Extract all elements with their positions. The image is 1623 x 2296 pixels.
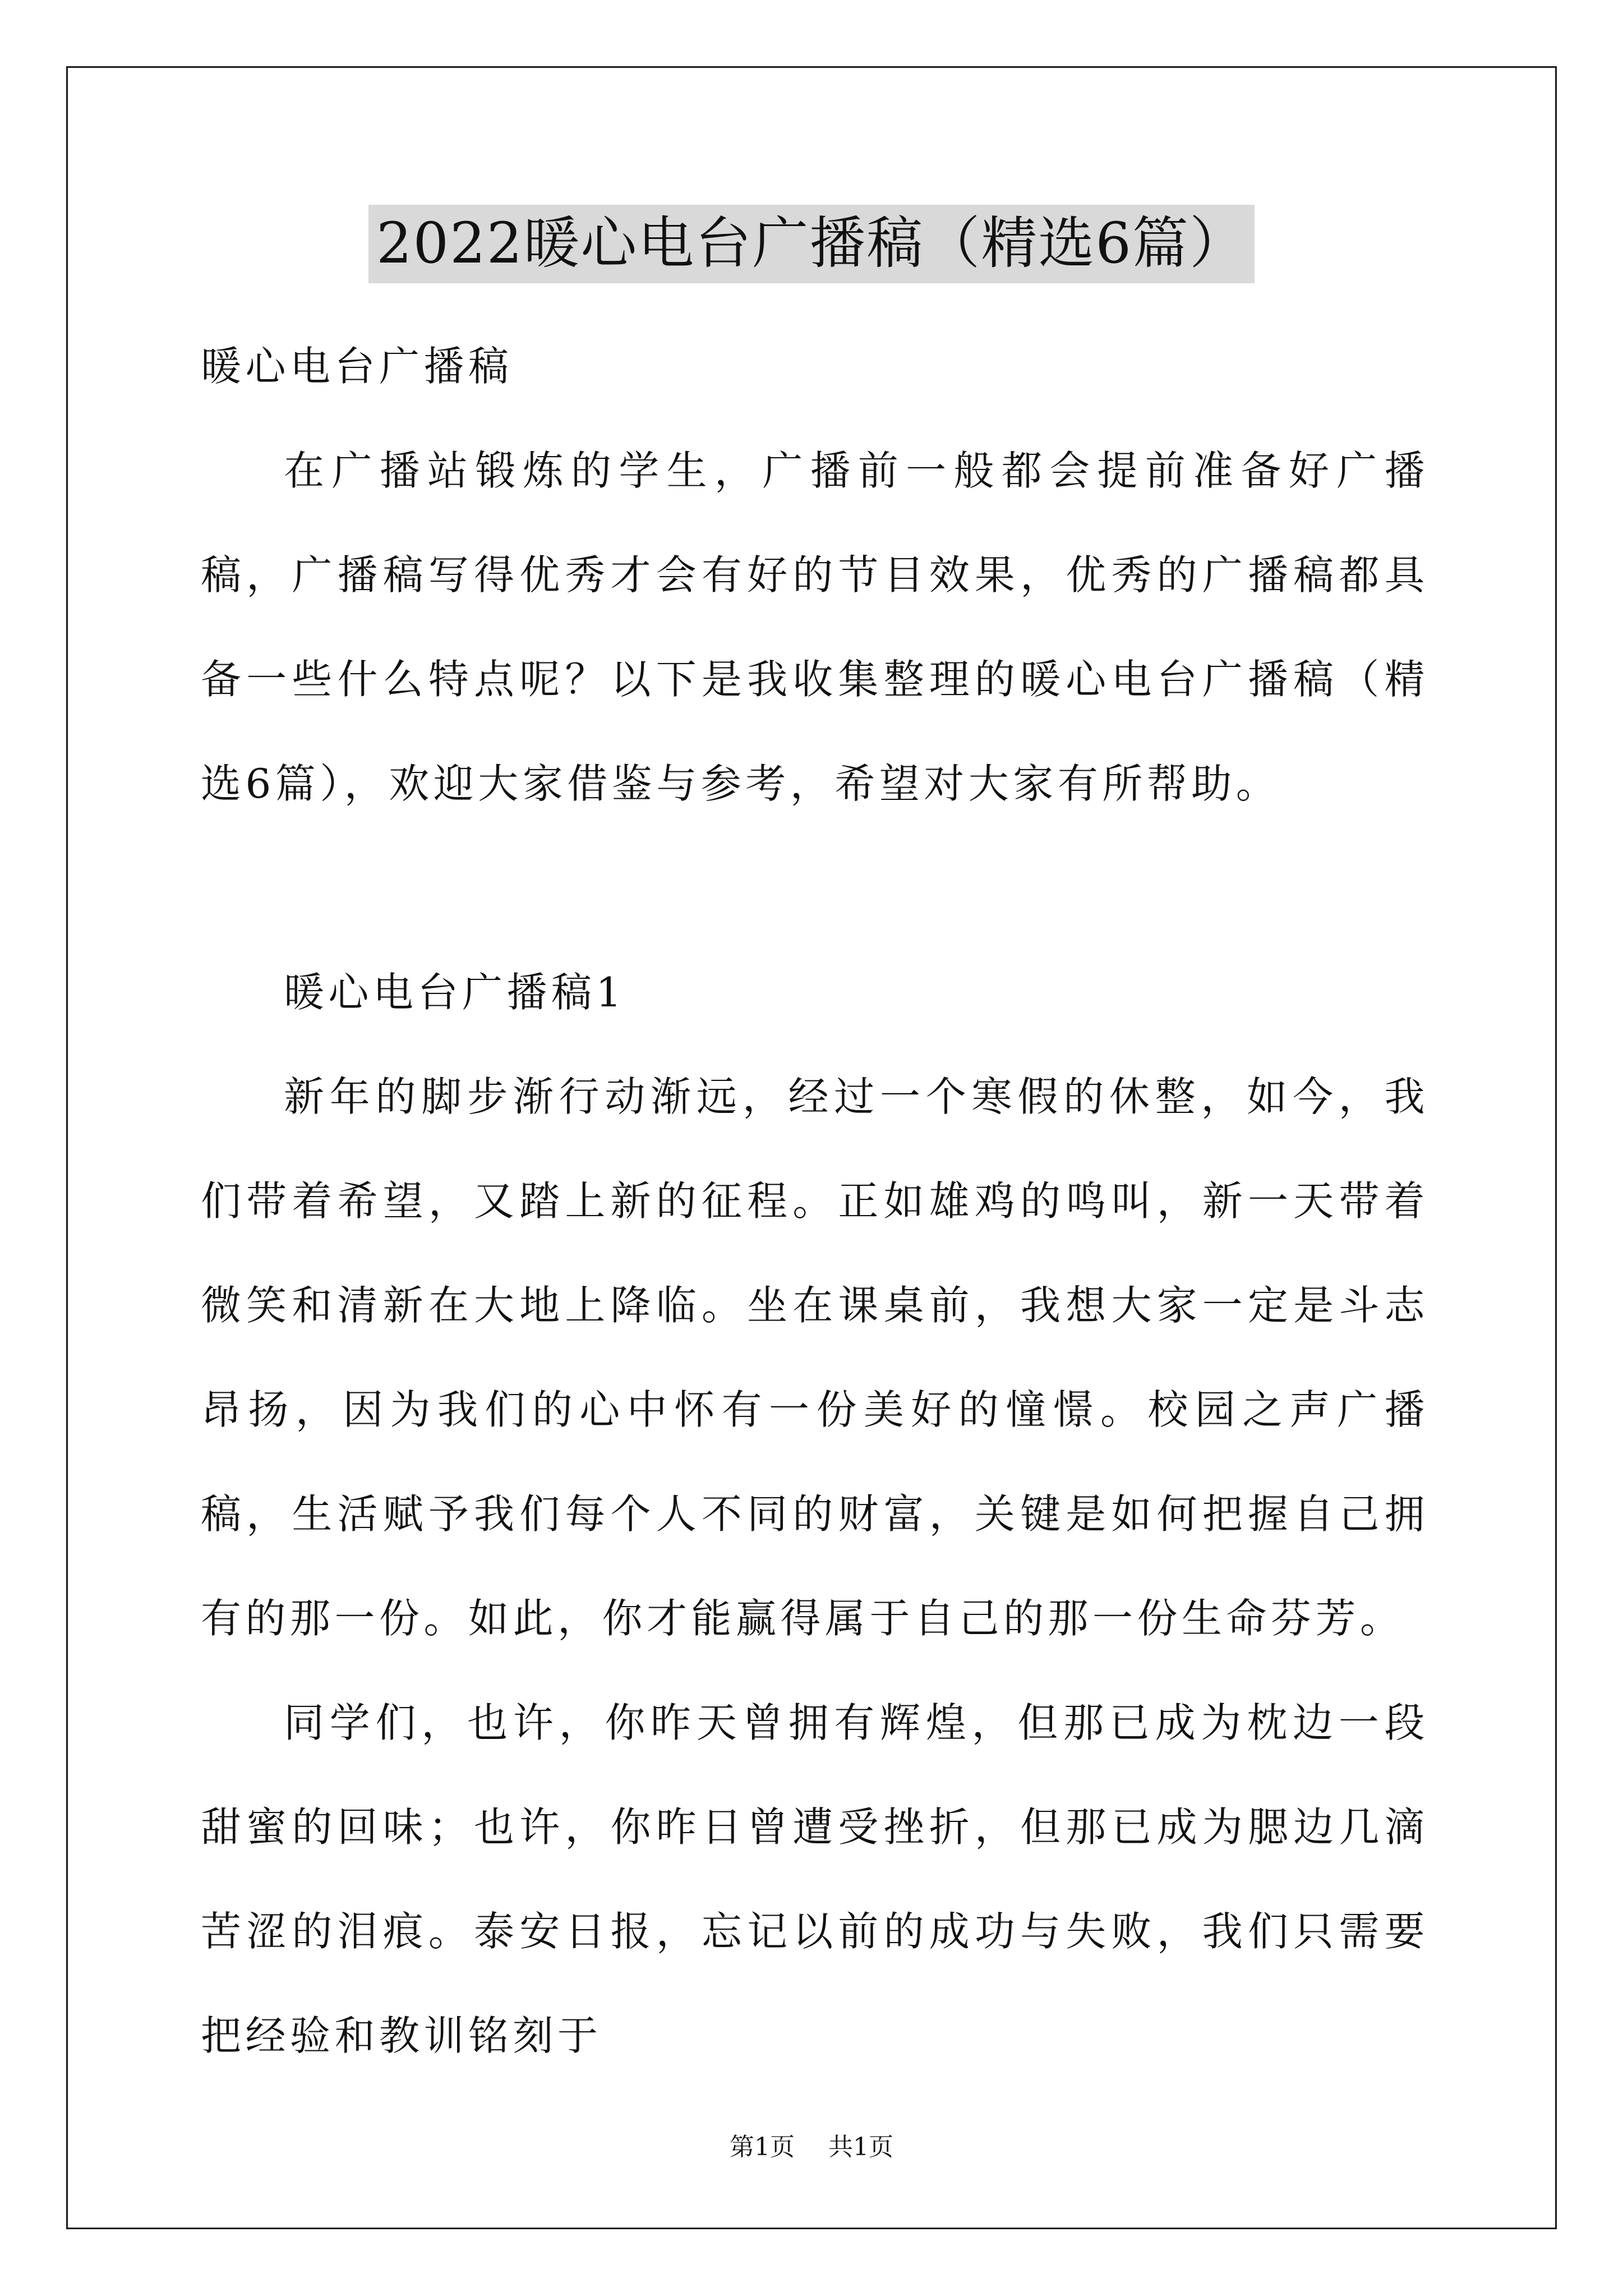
- document-title: 2022暖心电台广播稿（精选6篇）: [368, 205, 1255, 283]
- document-body: [201, 314, 1429, 2088]
- intro-paragraph: 在广播站锻炼的学生，广播前一般都会提前准备好广播稿，广播稿写得优秀才会有好的节目效果，优秀的广播稿都具备一些什么特点呢？以下是我收集整理的暖心电台广播稿（精选6篇），欢迎大家借鉴与参考，希望对大家有所帮助。: [201, 447, 1429, 807]
- body-paragraph: 同学们，也许，你昨天曾拥有辉煌，但那已成为枕边一段甜蜜的回味；也许，你昨日曾遭受挫折，但那已成为腮边几滴苦涩的泪痕。泰安日报，忘记以前的成功与失败，我们只需要把经验和教训铭刻于: [201, 1699, 1429, 2059]
- article-heading-1: 暖心电台广播稿1: [284, 969, 626, 1016]
- page-number: 第1页: [730, 2133, 795, 2161]
- paragraph-spacer: [201, 836, 1429, 940]
- page-footer: [0, 2131, 1623, 2164]
- body-paragraph: 新年的脚步渐行动渐远，经过一个寒假的休整，如今，我们带着希望，又踏上新的征程。正如雄鸡的鸣叫，新一天带着微笑和清新在大地上降临。坐在课桌前，我想大家一定是斗志昂扬，因为我们的心中怀有一份美好的憧憬。校园之声广播稿，生活赋予我们每个人不同的财富，关键是如何把握自己拥有的那一份。如此，你才能赢得属于自己的那一份生命芬芳。: [201, 1073, 1429, 1642]
- title-container: [0, 205, 1623, 283]
- section-heading: 暖心电台广播稿: [201, 343, 513, 390]
- page-total: 共1页: [828, 2133, 893, 2161]
